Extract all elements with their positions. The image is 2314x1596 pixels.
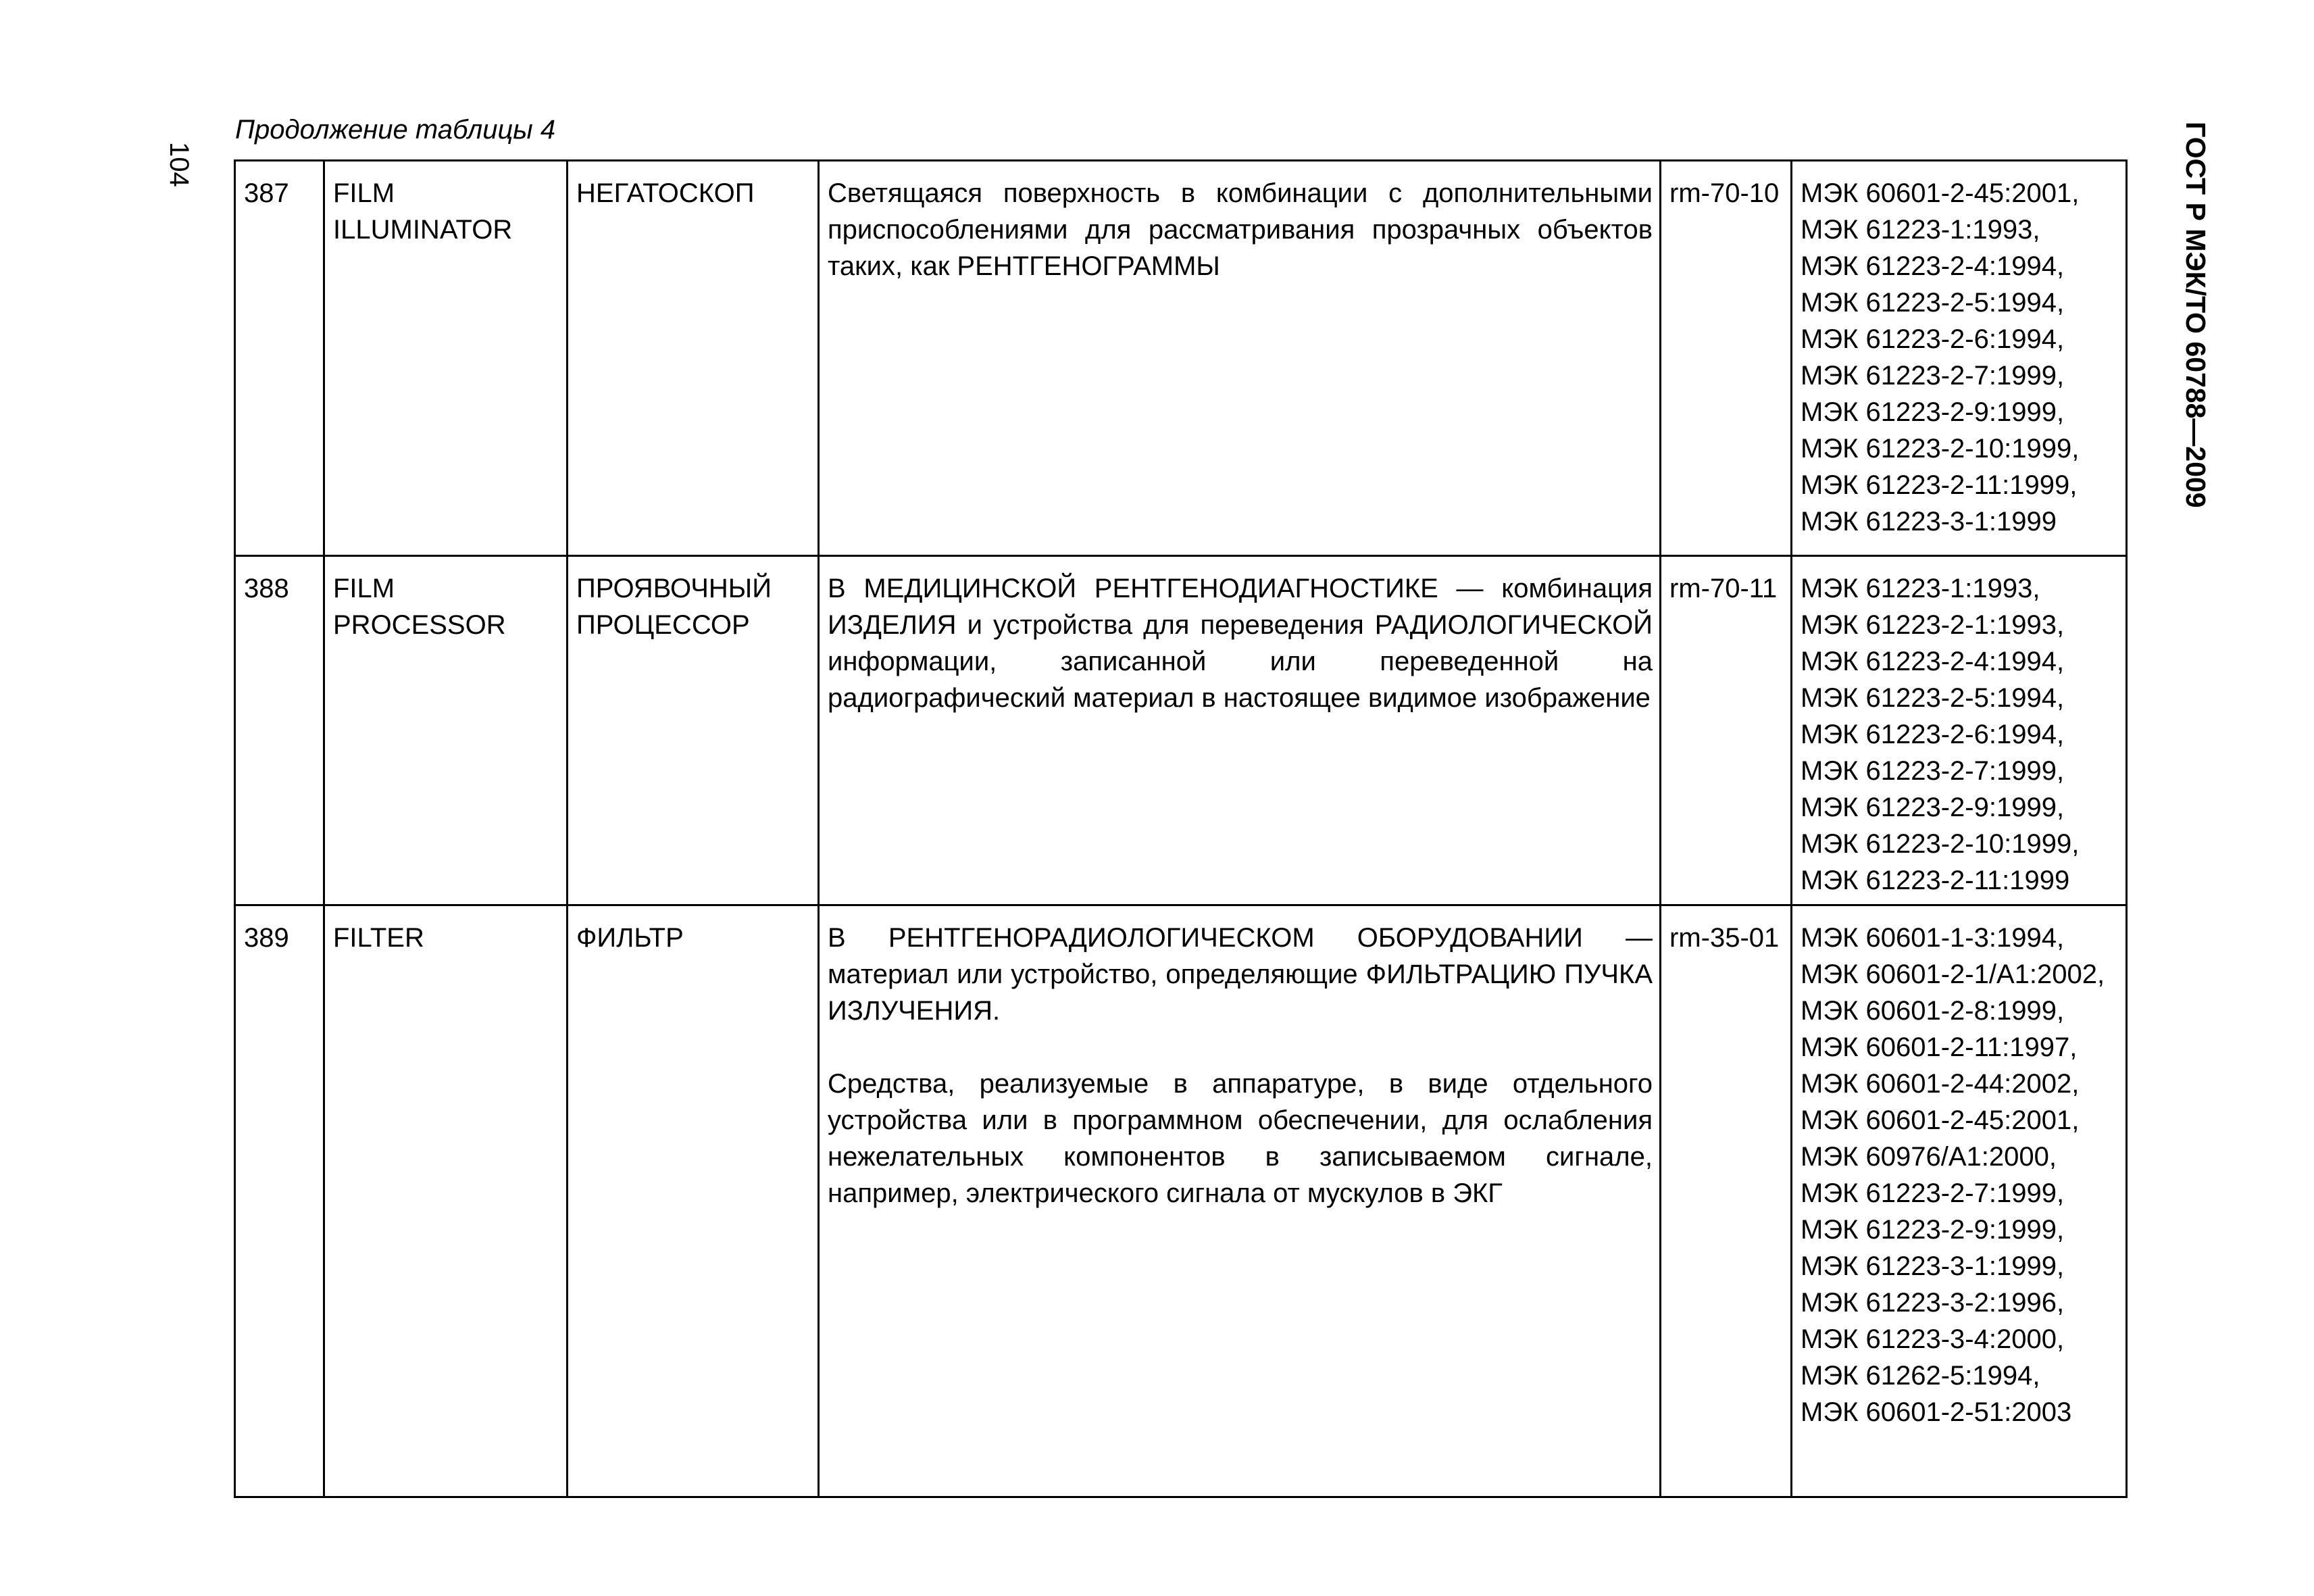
reference-entry: МЭК 60601-2-51:2003	[1801, 1397, 2072, 1427]
term-definition	[819, 905, 1661, 1497]
reference-entry: МЭК 61223-2-6:1994,	[1801, 720, 2065, 749]
term-code: rm-35-01	[1661, 905, 1792, 1497]
term-russian: ПРОЯВОЧНЫЙ ПРОЦЕССОР	[568, 556, 819, 905]
term-english: FILM ILLUMINATOR	[324, 161, 568, 556]
term-russian: НЕГАТОСКОП	[568, 161, 819, 556]
page-number: 104	[164, 142, 194, 187]
definition-paragraph: Светящаяся поверхность в комбинации с дополнительными приспособлениями для рассматривания прозрачных объектов таких, как РЕНТГЕНОГРАММЫ	[828, 178, 1653, 281]
reference-entry: МЭК 61223-3-4:2000,	[1801, 1324, 2065, 1354]
term-number: 388	[235, 556, 324, 905]
reference-entry: МЭК 61223-2-9:1999,	[1801, 793, 2065, 822]
terms-table	[234, 159, 2128, 1498]
reference-entry: МЭК 61223-2-9:1999,	[1801, 1215, 2065, 1245]
reference-entry: МЭК 61223-2-10:1999,	[1801, 829, 2080, 859]
reference-entry: МЭК 60601-2-45:2001,	[1801, 178, 2080, 208]
table-row	[235, 161, 2127, 556]
term-references	[1792, 161, 2127, 556]
term-definition	[819, 161, 1661, 556]
reference-entry: МЭК 61223-1:1993,	[1801, 215, 2040, 245]
reference-entry: МЭК 61223-2-7:1999,	[1801, 1178, 2065, 1208]
reference-entry: МЭК 61223-2-1:1993,	[1801, 610, 2065, 640]
term-russian: ФИЛЬТР	[568, 905, 819, 1497]
reference-entry: МЭК 61223-2-11:1999,	[1801, 470, 2078, 500]
term-number: 389	[235, 905, 324, 1497]
reference-entry: МЭК 61223-3-1:1999	[1801, 507, 2057, 537]
term-code: rm-70-10	[1661, 161, 1792, 556]
reference-entry: МЭК 61223-2-4:1994,	[1801, 251, 2065, 281]
reference-entry: МЭК 60601-2-44:2002,	[1801, 1069, 2080, 1099]
standard-designation: ГОСТ Р МЭК/ТО 60788—2009	[2180, 122, 2211, 508]
reference-entry: МЭК 60601-1-3:1994,	[1801, 923, 2065, 953]
definition-paragraph: В МЕДИЦИНСКОЙ РЕНТГЕНОДИАГНОСТИКЕ — комбинация ИЗДЕЛИЯ и устройства для переведения РАДИОЛОГИЧЕСКОЙ информации, записанной или переведенной на радиографический материал в настоящее видимое изображение	[828, 574, 1653, 713]
reference-entry: МЭК 60601-2-11:1997,	[1801, 1032, 2078, 1062]
reference-entry: МЭК 61223-2-10:1999,	[1801, 434, 2080, 464]
reference-entry: МЭК 61223-2-6:1994,	[1801, 324, 2065, 354]
reference-entry: МЭК 61223-3-1:1999,	[1801, 1251, 2065, 1281]
reference-entry: МЭК 61223-3-2:1996,	[1801, 1288, 2065, 1318]
reference-entry: МЭК 61223-2-5:1994,	[1801, 683, 2065, 713]
term-references	[1792, 556, 2127, 905]
table-row	[235, 905, 2127, 1497]
reference-entry: МЭК 61223-2-7:1999,	[1801, 756, 2065, 786]
reference-entry: МЭК 61223-2-9:1999,	[1801, 397, 2065, 427]
terms-table-body	[235, 161, 2127, 1497]
reference-entry: МЭК 61262-5:1994,	[1801, 1361, 2040, 1391]
reference-entry: МЭК 61223-2-5:1994,	[1801, 288, 2065, 318]
term-english: FILM PROCESSOR	[324, 556, 568, 905]
definition-paragraph: Средства, реализуемые в аппаратуре, в виде отдельного устройства или в программном обеспечении, для ослабления нежелательных компонентов в записываемом сигнале, например, электрического сигнала от мускулов в ЭКГ	[828, 1069, 1653, 1208]
reference-entry: МЭК 61223-2-7:1999,	[1801, 361, 2065, 391]
term-number: 387	[235, 161, 324, 556]
reference-entry: МЭК 61223-2-4:1994,	[1801, 647, 2065, 676]
reference-entry: МЭК 60601-2-8:1999,	[1801, 996, 2065, 1026]
term-references	[1792, 905, 2127, 1497]
reference-entry: МЭК 60601-2-1/А1:2002,	[1801, 959, 2105, 989]
table-row	[235, 556, 2127, 905]
table-continuation-caption: Продолжение таблицы 4	[235, 115, 556, 145]
reference-entry: МЭК 60601-2-45:2001,	[1801, 1105, 2080, 1135]
reference-entry: МЭК 61223-2-11:1999	[1801, 866, 2070, 895]
reference-entry: МЭК 60976/А1:2000,	[1801, 1142, 2057, 1172]
definition-paragraph: В РЕНТГЕНОРАДИОЛОГИЧЕСКОМ ОБОРУДОВАНИИ — материал или устройство, определяющие ФИЛЬТРАЦИЮ ПУЧКА ИЗЛУЧЕНИЯ.	[828, 923, 1653, 1026]
term-definition	[819, 556, 1661, 905]
term-code: rm-70-11	[1661, 556, 1792, 905]
reference-entry: МЭК 61223-1:1993,	[1801, 574, 2040, 603]
term-english: FILTER	[324, 905, 568, 1497]
